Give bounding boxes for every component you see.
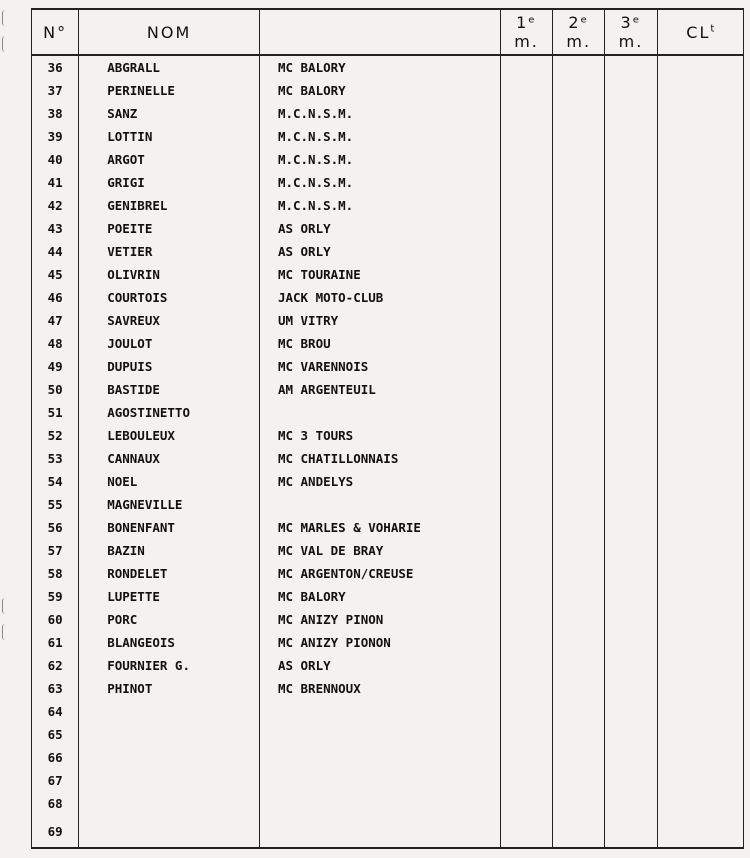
- rider-name: FOURNIER G.: [79, 654, 260, 677]
- manche-3-cell: [605, 631, 657, 654]
- margin-mark: [2, 36, 8, 52]
- header-cl-sup: t: [710, 23, 715, 35]
- row-number: 62: [32, 654, 79, 677]
- manche-1-cell: [500, 700, 552, 723]
- rider-name: OLIVRIN: [79, 263, 260, 286]
- rider-name: GENIBREL: [79, 194, 260, 217]
- classement-cell: [657, 263, 743, 286]
- manche-3-cell: [605, 309, 657, 332]
- manche-3-cell: [605, 424, 657, 447]
- manche-1-cell: [500, 562, 552, 585]
- table-row: [32, 148, 744, 171]
- row-number: 43: [32, 217, 79, 240]
- classement-cell: [657, 792, 743, 815]
- manche-2-cell: [553, 539, 605, 562]
- manche-1-cell: [500, 493, 552, 516]
- club-name: MC VARENNOIS: [259, 355, 500, 378]
- classement-cell: [657, 631, 743, 654]
- classement-cell: [657, 286, 743, 309]
- rider-name: ARGOT: [79, 148, 260, 171]
- table-row: [32, 332, 744, 355]
- row-number: 39: [32, 125, 79, 148]
- manche-1-cell: [500, 194, 552, 217]
- club-name: [259, 792, 500, 815]
- manche-2-cell: [553, 746, 605, 769]
- table-row: [32, 378, 744, 401]
- manche-1-cell: [500, 815, 552, 848]
- club-name: [259, 746, 500, 769]
- table-row: [32, 401, 744, 424]
- manche-3-cell: [605, 608, 657, 631]
- manche-1-cell: [500, 55, 552, 79]
- manche-2-cell: [553, 677, 605, 700]
- table-row: [32, 585, 744, 608]
- row-number: 61: [32, 631, 79, 654]
- table-row: [32, 424, 744, 447]
- row-number: 53: [32, 447, 79, 470]
- manche-3-cell: [605, 125, 657, 148]
- row-number: 36: [32, 55, 79, 79]
- manche-1-cell: [500, 401, 552, 424]
- rider-name: LUPETTE: [79, 585, 260, 608]
- manche-2-cell: [553, 240, 605, 263]
- classement-cell: [657, 240, 743, 263]
- row-number: 42: [32, 194, 79, 217]
- row-number: 56: [32, 516, 79, 539]
- manche-3-cell: [605, 700, 657, 723]
- rider-name: NOEL: [79, 470, 260, 493]
- row-number: 57: [32, 539, 79, 562]
- manche-3-cell: [605, 493, 657, 516]
- table-row: [32, 815, 744, 848]
- rider-name: [79, 746, 260, 769]
- manche-2-cell: [553, 401, 605, 424]
- classement-cell: [657, 424, 743, 447]
- manche-2-cell: [553, 332, 605, 355]
- rider-name: VETIER: [79, 240, 260, 263]
- manche-1-cell: [500, 355, 552, 378]
- table-row: [32, 309, 744, 332]
- manche-3-cell: [605, 355, 657, 378]
- manche-1-cell: [500, 677, 552, 700]
- table-row: [32, 447, 744, 470]
- manche-3-cell: [605, 539, 657, 562]
- manche-2-cell: [553, 378, 605, 401]
- margin-mark: [2, 624, 8, 640]
- rider-name: [79, 815, 260, 848]
- rider-name: PERINELLE: [79, 79, 260, 102]
- manche-3-cell: [605, 470, 657, 493]
- header-cl-text: CL: [686, 22, 711, 42]
- club-name: [259, 723, 500, 746]
- classement-cell: [657, 700, 743, 723]
- header-club: [259, 9, 500, 55]
- club-name: AM ARGENTEUIL: [259, 378, 500, 401]
- manche-1-cell: [500, 424, 552, 447]
- classement-cell: [657, 608, 743, 631]
- manche-2-cell: [553, 470, 605, 493]
- manche-3-cell: [605, 378, 657, 401]
- header-classement: [657, 9, 743, 55]
- row-number: 48: [32, 332, 79, 355]
- manche-1-cell: [500, 470, 552, 493]
- manche-3-cell: [605, 55, 657, 79]
- club-name: MC 3 TOURS: [259, 424, 500, 447]
- club-name: MC BROU: [259, 332, 500, 355]
- manche-1-cell: [500, 240, 552, 263]
- rider-name: PHINOT: [79, 677, 260, 700]
- header-row: [32, 9, 744, 55]
- club-name: MC VAL DE BRAY: [259, 539, 500, 562]
- manche-1-cell: [500, 516, 552, 539]
- row-number: 65: [32, 723, 79, 746]
- table-row: [32, 171, 744, 194]
- manche-3-cell: [605, 171, 657, 194]
- manche-2-cell: [553, 309, 605, 332]
- manche-2-cell: [553, 608, 605, 631]
- manche-2-cell: [553, 585, 605, 608]
- table-row: [32, 493, 744, 516]
- row-number: 60: [32, 608, 79, 631]
- manche-2-cell: [553, 55, 605, 79]
- club-name: MC ANIZY PINON: [259, 608, 500, 631]
- rider-name: SAVREUX: [79, 309, 260, 332]
- classement-cell: [657, 102, 743, 125]
- manche-1-cell: [500, 654, 552, 677]
- manche-1-cell: [500, 746, 552, 769]
- manche-3-cell: [605, 723, 657, 746]
- rider-name: RONDELET: [79, 562, 260, 585]
- club-name: MC ANDELYS: [259, 470, 500, 493]
- manche-2-cell: [553, 631, 605, 654]
- manche-2-cell: [553, 654, 605, 677]
- rider-name: LOTTIN: [79, 125, 260, 148]
- header-manche-3: 3ᵉ m.: [605, 9, 657, 55]
- classement-cell: [657, 378, 743, 401]
- header-manche-1: 1ᵉ m.: [500, 9, 552, 55]
- manche-1-cell: [500, 171, 552, 194]
- club-name: MC BALORY: [259, 79, 500, 102]
- club-name: [259, 769, 500, 792]
- row-number: 41: [32, 171, 79, 194]
- club-name: AS ORLY: [259, 654, 500, 677]
- manche-1-cell: [500, 125, 552, 148]
- row-number: 58: [32, 562, 79, 585]
- manche-2-cell: [553, 493, 605, 516]
- manche-1-cell: [500, 585, 552, 608]
- row-number: 63: [32, 677, 79, 700]
- table-row: [32, 194, 744, 217]
- manche-3-cell: [605, 217, 657, 240]
- club-name: M.C.N.S.M.: [259, 148, 500, 171]
- table-row: [32, 769, 744, 792]
- row-number: 40: [32, 148, 79, 171]
- classement-cell: [657, 746, 743, 769]
- manche-1-cell: [500, 263, 552, 286]
- table-row: [32, 700, 744, 723]
- row-number: 47: [32, 309, 79, 332]
- row-number: 49: [32, 355, 79, 378]
- classement-cell: [657, 55, 743, 79]
- manche-1-cell: [500, 447, 552, 470]
- manche-3-cell: [605, 516, 657, 539]
- table-row: [32, 608, 744, 631]
- row-number: 64: [32, 700, 79, 723]
- table-row: [32, 240, 744, 263]
- classement-cell: [657, 516, 743, 539]
- manche-3-cell: [605, 102, 657, 125]
- classement-cell: [657, 815, 743, 848]
- classement-cell: [657, 654, 743, 677]
- classement-cell: [657, 562, 743, 585]
- row-number: 51: [32, 401, 79, 424]
- row-number: 54: [32, 470, 79, 493]
- table-row: [32, 102, 744, 125]
- classement-cell: [657, 332, 743, 355]
- table-row: [32, 217, 744, 240]
- row-number: 38: [32, 102, 79, 125]
- margin-mark: [2, 10, 8, 26]
- rider-name: BONENFANT: [79, 516, 260, 539]
- manche-3-cell: [605, 286, 657, 309]
- manche-3-cell: [605, 332, 657, 355]
- row-number: 68: [32, 792, 79, 815]
- manche-2-cell: [553, 263, 605, 286]
- classement-cell: [657, 539, 743, 562]
- rider-name: GRIGI: [79, 171, 260, 194]
- manche-1-cell: [500, 769, 552, 792]
- manche-3-cell: [605, 240, 657, 263]
- row-number: 52: [32, 424, 79, 447]
- rider-name: MAGNEVILLE: [79, 493, 260, 516]
- classement-cell: [657, 493, 743, 516]
- rider-name: DUPUIS: [79, 355, 260, 378]
- manche-2-cell: [553, 355, 605, 378]
- rider-name: CANNAUX: [79, 447, 260, 470]
- club-name: [259, 815, 500, 848]
- row-number: 55: [32, 493, 79, 516]
- manche-2-cell: [553, 723, 605, 746]
- manche-1-cell: [500, 631, 552, 654]
- manche-1-cell: [500, 286, 552, 309]
- table-row: [32, 723, 744, 746]
- header-num: N°: [32, 9, 79, 55]
- club-name: MC BRENNOUX: [259, 677, 500, 700]
- table-row: [32, 562, 744, 585]
- rider-name: [79, 700, 260, 723]
- classement-cell: [657, 125, 743, 148]
- manche-2-cell: [553, 171, 605, 194]
- rider-name: BAZIN: [79, 539, 260, 562]
- manche-3-cell: [605, 585, 657, 608]
- manche-3-cell: [605, 148, 657, 171]
- manche-2-cell: [553, 769, 605, 792]
- manche-2-cell: [553, 125, 605, 148]
- manche-2-cell: [553, 516, 605, 539]
- table-row: [32, 79, 744, 102]
- row-number: 66: [32, 746, 79, 769]
- rider-name: [79, 723, 260, 746]
- manche-2-cell: [553, 792, 605, 815]
- club-name: MC MARLES & VOHARIE: [259, 516, 500, 539]
- row-number: 67: [32, 769, 79, 792]
- classement-cell: [657, 447, 743, 470]
- club-name: M.C.N.S.M.: [259, 171, 500, 194]
- classement-cell: [657, 79, 743, 102]
- club-name: MC ANIZY PIONON: [259, 631, 500, 654]
- manche-3-cell: [605, 815, 657, 848]
- row-number: 45: [32, 263, 79, 286]
- manche-2-cell: [553, 79, 605, 102]
- row-number: 37: [32, 79, 79, 102]
- rider-name: SANZ: [79, 102, 260, 125]
- club-name: [259, 700, 500, 723]
- classement-cell: [657, 355, 743, 378]
- manche-3-cell: [605, 562, 657, 585]
- results-table: [31, 8, 744, 849]
- manche-3-cell: [605, 769, 657, 792]
- manche-1-cell: [500, 539, 552, 562]
- table-row: [32, 55, 744, 79]
- club-name: AS ORLY: [259, 217, 500, 240]
- table-row: [32, 470, 744, 493]
- classement-cell: [657, 309, 743, 332]
- row-number: 44: [32, 240, 79, 263]
- classement-cell: [657, 585, 743, 608]
- manche-1-cell: [500, 608, 552, 631]
- club-name: MC BALORY: [259, 585, 500, 608]
- table-row: [32, 355, 744, 378]
- row-number: 69: [32, 815, 79, 848]
- rider-name: BLANGEOIS: [79, 631, 260, 654]
- rider-name: LEBOULEUX: [79, 424, 260, 447]
- club-name: MC ARGENTON/CREUSE: [259, 562, 500, 585]
- classement-cell: [657, 769, 743, 792]
- manche-1-cell: [500, 332, 552, 355]
- rider-name: BASTIDE: [79, 378, 260, 401]
- manche-3-cell: [605, 746, 657, 769]
- table-row: [32, 539, 744, 562]
- manche-1-cell: [500, 102, 552, 125]
- row-number: 46: [32, 286, 79, 309]
- club-name: MC TOURAINE: [259, 263, 500, 286]
- club-name: UM VITRY: [259, 309, 500, 332]
- manche-2-cell: [553, 102, 605, 125]
- table-row: [32, 125, 744, 148]
- row-number: 59: [32, 585, 79, 608]
- classement-cell: [657, 217, 743, 240]
- row-number: 50: [32, 378, 79, 401]
- club-name: [259, 493, 500, 516]
- manche-2-cell: [553, 447, 605, 470]
- classement-cell: [657, 194, 743, 217]
- club-name: JACK MOTO-CLUB: [259, 286, 500, 309]
- manche-2-cell: [553, 562, 605, 585]
- rider-name: [79, 769, 260, 792]
- manche-3-cell: [605, 401, 657, 424]
- classement-cell: [657, 401, 743, 424]
- club-name: M.C.N.S.M.: [259, 125, 500, 148]
- club-name: MC CHATILLONNAIS: [259, 447, 500, 470]
- rider-name: PORC: [79, 608, 260, 631]
- manche-3-cell: [605, 447, 657, 470]
- manche-2-cell: [553, 217, 605, 240]
- header-manche-2: 2ᵉ m.: [553, 9, 605, 55]
- manche-1-cell: [500, 792, 552, 815]
- classement-cell: [657, 470, 743, 493]
- manche-2-cell: [553, 194, 605, 217]
- manche-2-cell: [553, 815, 605, 848]
- manche-3-cell: [605, 194, 657, 217]
- table-row: [32, 263, 744, 286]
- classement-cell: [657, 677, 743, 700]
- rider-name: ABGRALL: [79, 55, 260, 79]
- club-name: [259, 401, 500, 424]
- margin-mark: [2, 598, 8, 614]
- rider-name: POEITE: [79, 217, 260, 240]
- manche-2-cell: [553, 286, 605, 309]
- manche-3-cell: [605, 654, 657, 677]
- manche-1-cell: [500, 378, 552, 401]
- rider-name: COURTOIS: [79, 286, 260, 309]
- table-row: [32, 677, 744, 700]
- table-row: [32, 792, 744, 815]
- classement-cell: [657, 723, 743, 746]
- manche-1-cell: [500, 79, 552, 102]
- club-name: AS ORLY: [259, 240, 500, 263]
- club-name: MC BALORY: [259, 55, 500, 79]
- table-row: [32, 286, 744, 309]
- manche-2-cell: [553, 424, 605, 447]
- classement-cell: [657, 148, 743, 171]
- manche-1-cell: [500, 309, 552, 332]
- manche-1-cell: [500, 723, 552, 746]
- header-nom: NOM: [79, 9, 260, 55]
- manche-3-cell: [605, 263, 657, 286]
- manche-1-cell: [500, 148, 552, 171]
- manche-3-cell: [605, 79, 657, 102]
- rider-name: [79, 792, 260, 815]
- table-row: [32, 631, 744, 654]
- manche-2-cell: [553, 700, 605, 723]
- manche-3-cell: [605, 792, 657, 815]
- table-row: [32, 654, 744, 677]
- table-row: [32, 516, 744, 539]
- table-row: [32, 746, 744, 769]
- manche-1-cell: [500, 217, 552, 240]
- manche-2-cell: [553, 148, 605, 171]
- club-name: M.C.N.S.M.: [259, 102, 500, 125]
- club-name: M.C.N.S.M.: [259, 194, 500, 217]
- manche-3-cell: [605, 677, 657, 700]
- rider-name: AGOSTINETTO: [79, 401, 260, 424]
- classement-cell: [657, 171, 743, 194]
- rider-name: JOULOT: [79, 332, 260, 355]
